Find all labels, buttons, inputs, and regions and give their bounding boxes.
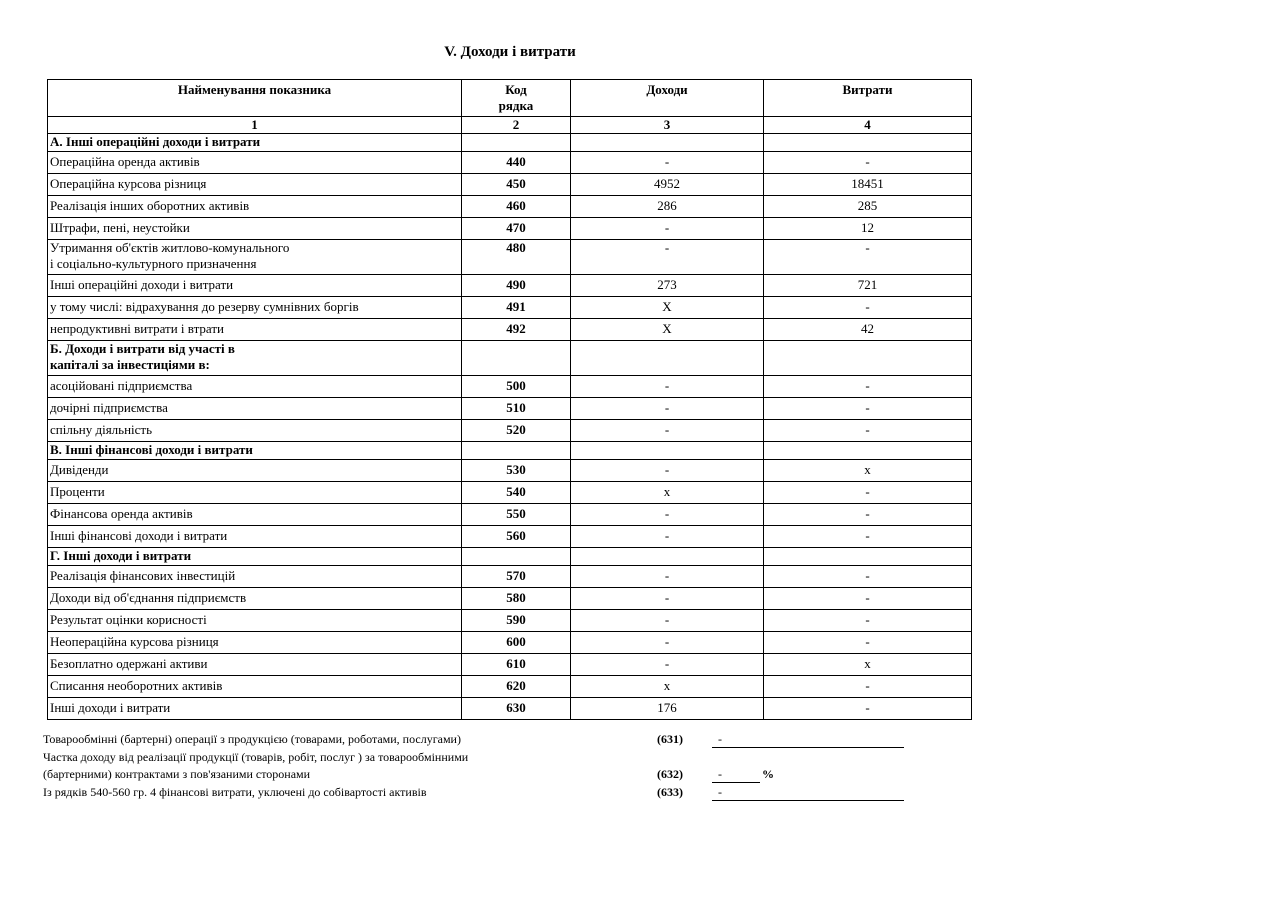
row-name: асоційовані підприємства (48, 376, 462, 398)
row-name: у тому числі: відрахування до резерву сумнівних боргів (48, 297, 462, 319)
row-code: 620 (462, 676, 571, 698)
row-expense: - (764, 698, 972, 720)
row-name: Реалізація інших оборотних активів (48, 196, 462, 218)
section-row (48, 134, 972, 152)
row-code: 560 (462, 526, 571, 548)
row-code: 580 (462, 588, 571, 610)
table-body (48, 134, 972, 720)
row-name: Утримання об'єктів житлово-комунального і соціально-культурного призначення (48, 240, 462, 275)
row-expense: 12 (764, 218, 972, 240)
row-expense: - (764, 376, 972, 398)
row-name: спільну діяльність (48, 420, 462, 442)
note-barter-value-field (712, 731, 904, 748)
row-income: - (571, 504, 764, 526)
table-row (48, 610, 972, 632)
table-row (48, 676, 972, 698)
table-row (48, 218, 972, 240)
row-income (571, 134, 764, 152)
income-expense-table (47, 79, 972, 720)
note-share-2 (43, 766, 943, 784)
row-name: Операційна оренда активів (48, 152, 462, 174)
row-expense: 18451 (764, 174, 972, 196)
note-share-text-2: (бартерними) контрактами з пов'язаними сторонами (43, 767, 311, 781)
table-row (48, 460, 972, 482)
header-code (462, 80, 571, 117)
row-code: 470 (462, 218, 571, 240)
row-code: 460 (462, 196, 571, 218)
row-income: - (571, 240, 764, 275)
note-share-text-1: Частка доходу від реалізації продукції (товарів, робіт, послуг ) за товарообмінними (43, 749, 469, 764)
row-code: 510 (462, 398, 571, 420)
row-code: 492 (462, 319, 571, 341)
header-income: Доходи (571, 80, 764, 117)
row-income: x (571, 676, 764, 698)
row-income: - (571, 460, 764, 482)
table-row (48, 152, 972, 174)
row-code (462, 548, 571, 566)
row-code (462, 442, 571, 460)
row-expense: 721 (764, 275, 972, 297)
row-name: Операційна курсова різниця (48, 174, 462, 196)
note-share-unit: % (762, 767, 774, 781)
section-row (48, 548, 972, 566)
note-fin-value: - (718, 784, 722, 799)
note-barter-value: - (718, 732, 722, 746)
note-barter (43, 731, 943, 749)
row-name: Штрафи, пені, неустойки (48, 218, 462, 240)
row-expense: - (764, 632, 972, 654)
table-row (48, 275, 972, 297)
row-code: 610 (462, 654, 571, 676)
row-expense: x (764, 460, 972, 482)
note-share-value: - (718, 767, 722, 781)
footnotes (43, 731, 943, 801)
table-row (48, 632, 972, 654)
row-income: 273 (571, 275, 764, 297)
row-code: 450 (462, 174, 571, 196)
row-income: - (571, 566, 764, 588)
row-expense: - (764, 398, 972, 420)
row-code: 520 (462, 420, 571, 442)
table-row (48, 319, 972, 341)
table-row (48, 376, 972, 398)
table-row (48, 240, 972, 275)
row-name: Безоплатно одержані активи (48, 654, 462, 676)
section-row (48, 341, 972, 376)
row-name: Інші фінансові доходи і витрати (48, 526, 462, 548)
section-row (48, 442, 972, 460)
row-name: Неопераційна курсова різниця (48, 632, 462, 654)
table-row (48, 482, 972, 504)
row-name: Результат оцінки корисності (48, 610, 462, 632)
note-fin-code: (633) (657, 784, 683, 799)
row-expense: 285 (764, 196, 972, 218)
row-name: Фінансова оренда активів (48, 504, 462, 526)
row-name: Дивіденди (48, 460, 462, 482)
table-row (48, 566, 972, 588)
row-expense (764, 442, 972, 460)
row-expense: - (764, 566, 972, 588)
row-name: непродуктивні витрати і втрати (48, 319, 462, 341)
row-code: 530 (462, 460, 571, 482)
note-barter-code: (631) (657, 732, 683, 746)
table-row (48, 526, 972, 548)
row-expense: x (764, 654, 972, 676)
row-code (462, 341, 571, 376)
row-expense (764, 341, 972, 376)
row-code: 590 (462, 610, 571, 632)
header-expense: Витрати (764, 80, 972, 117)
row-expense: - (764, 420, 972, 442)
note-fin (43, 784, 943, 802)
row-code: 491 (462, 297, 571, 319)
table-row (48, 297, 972, 319)
row-income: - (571, 654, 764, 676)
row-name: Проценти (48, 482, 462, 504)
row-income: x (571, 482, 764, 504)
row-income: - (571, 610, 764, 632)
row-expense: - (764, 676, 972, 698)
row-code: 600 (462, 632, 571, 654)
row-expense: - (764, 152, 972, 174)
note-fin-text: Із рядків 540-560 гр. 4 фінансові витрати, уключені до собівартості активів (43, 784, 427, 799)
row-code: 490 (462, 275, 571, 297)
row-name: Інші операційні доходи і витрати (48, 275, 462, 297)
row-income: 176 (571, 698, 764, 720)
row-code: 480 (462, 240, 571, 275)
table-row (48, 698, 972, 720)
row-expense: - (764, 482, 972, 504)
row-expense: - (764, 297, 972, 319)
header-code-label: Код рядка (498, 82, 534, 113)
row-name: Г. Інші доходи і витрати (48, 548, 462, 566)
row-name: А. Інші операційні доходи і витрати (48, 134, 462, 152)
column-number: 2 (462, 117, 571, 134)
row-code: 630 (462, 698, 571, 720)
table-row (48, 504, 972, 526)
column-number-row (48, 117, 972, 134)
row-income: - (571, 632, 764, 654)
table-row (48, 420, 972, 442)
row-expense: 42 (764, 319, 972, 341)
row-income: 286 (571, 196, 764, 218)
row-expense: - (764, 610, 972, 632)
row-name: Доходи від об'єднання підприємств (48, 588, 462, 610)
row-expense: - (764, 504, 972, 526)
section-title: V. Доходи і витрати (444, 44, 576, 60)
row-name: Інші доходи і витрати (48, 698, 462, 720)
row-name: Б. Доходи і витрати від участі в капіталі за інвестиціями в: (48, 341, 462, 376)
table-row (48, 654, 972, 676)
row-income (571, 341, 764, 376)
row-income: 4952 (571, 174, 764, 196)
row-expense: - (764, 526, 972, 548)
row-expense (764, 548, 972, 566)
column-number: 4 (764, 117, 972, 134)
row-expense: - (764, 240, 972, 275)
row-code: 540 (462, 482, 571, 504)
table-row (48, 174, 972, 196)
row-income: X (571, 297, 764, 319)
row-income: - (571, 526, 764, 548)
row-code: 550 (462, 504, 571, 526)
row-income: - (571, 376, 764, 398)
note-fin-value-field (712, 784, 904, 801)
row-income (571, 442, 764, 460)
row-code: 440 (462, 152, 571, 174)
header-name: Найменування показника (48, 80, 462, 117)
row-expense: - (764, 588, 972, 610)
table-row (48, 588, 972, 610)
row-code: 500 (462, 376, 571, 398)
row-name: дочірні підприємства (48, 398, 462, 420)
note-barter-text: Товарообмінні (бартерні) операції з продукцією (товарами, роботами, послугами) (43, 732, 461, 746)
row-income: - (571, 420, 764, 442)
column-number: 3 (571, 117, 764, 134)
row-income: - (571, 588, 764, 610)
table-row (48, 398, 972, 420)
row-code (462, 134, 571, 152)
note-share-1 (43, 749, 943, 767)
row-expense (764, 134, 972, 152)
row-name: Списання необоротних активів (48, 676, 462, 698)
row-income (571, 548, 764, 566)
row-income: - (571, 398, 764, 420)
table-row (48, 196, 972, 218)
row-name: В. Інші фінансові доходи і витрати (48, 442, 462, 460)
column-number: 1 (48, 117, 462, 134)
row-name: Реалізація фінансових інвестицій (48, 566, 462, 588)
row-income: - (571, 152, 764, 174)
table-header-row (48, 80, 972, 117)
note-share-value-field (712, 766, 760, 783)
row-income: - (571, 218, 764, 240)
row-income: X (571, 319, 764, 341)
note-share-code: (632) (657, 767, 683, 781)
row-code: 570 (462, 566, 571, 588)
